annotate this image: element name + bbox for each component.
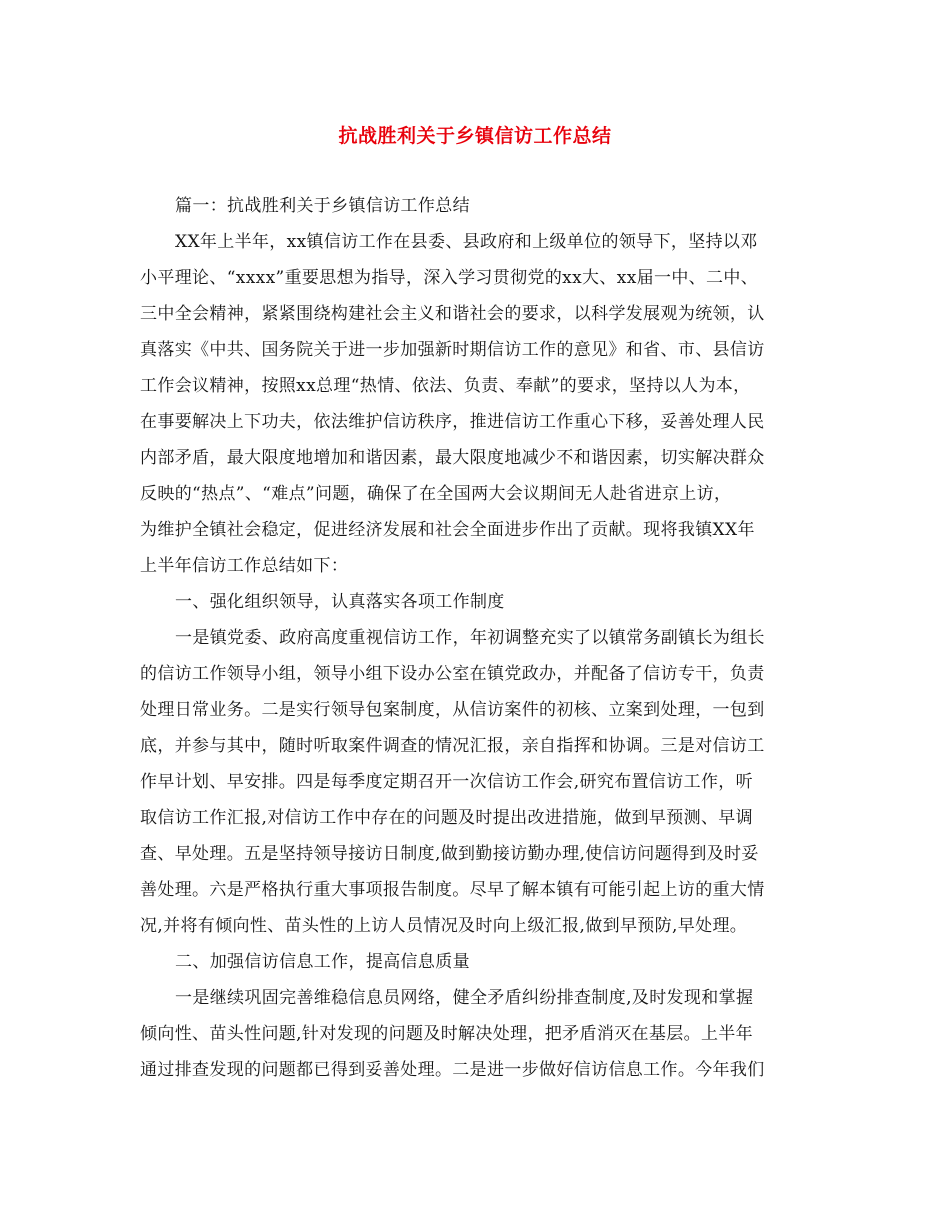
paragraph-line: 处理日常业务。二是实行领导包案制度，从信访案件的初核、立案到处理，一包到 <box>140 700 765 720</box>
paragraph-line: 真落实《中共、国务院关于进一步加强新时期信访工作的意见》和省、市、县信访 <box>140 340 765 360</box>
section-heading: 一、强化组织领导，认真落实各项工作制度 <box>175 592 505 612</box>
paragraph-line: 取信访工作汇报,对信访工作中存在的问题及时提出改进措施，做到早预测、早调 <box>140 808 754 828</box>
paragraph-line: 通过排查发现的问题都已得到妥善处理。二是进一步做好信访信息工作。今年我们 <box>140 1060 765 1080</box>
paragraph-line: 为维护全镇社会稳定，促进经济发展和社会全面进步作出了贡献。现将我镇XX年 <box>140 520 755 540</box>
section-heading-part-one: 篇一：抗战胜利关于乡镇信访工作总结 <box>175 196 470 216</box>
paragraph-line: 查、早处理。五是坚持领导接访日制度,做到勤接访勤办理,使信访问题得到及时妥 <box>140 844 759 864</box>
document-title: 抗战胜利关于乡镇信访工作总结 <box>338 125 612 147</box>
paragraph-line: 一是继续巩固完善维稳信息员网络，健全矛盾纠纷排查制度,及时发现和掌握 <box>175 988 754 1008</box>
paragraph-line: 作早计划、早安排。四是每季度定期召开一次信访工作会,研究布置信访工作，听 <box>140 772 754 792</box>
paragraph-line: 在事要解决上下功夫，依法维护信访秩序，推进信访工作重心下移，妥善处理人民 <box>140 412 765 432</box>
paragraph-line: 的信访工作领导小组，领导小组下设办公室在镇党政办，并配备了信访专干，负责 <box>140 664 765 684</box>
paragraph-line: 上半年信访工作总结如下： <box>140 556 349 576</box>
paragraph-line: 倾向性、苗头性问题,针对发现的问题及时解决处理，把矛盾消灭在基层。上半年 <box>140 1024 754 1044</box>
paragraph-line: 一是镇党委、政府高度重视信访工作，年初调整充实了以镇常务副镇长为组长 <box>175 628 765 648</box>
paragraph-line: 工作会议精神，按照xx总理“热情、依法、负责、奉献”的要求，坚持以人为本， <box>140 376 751 396</box>
paragraph-line: 反映的“热点”、“难点”问题，确保了在全国两大会议期间无人赴省进京上访， <box>140 484 732 504</box>
paragraph-line: 小平理论、“xxxx”重要思想为指导，深入学习贯彻党的xx大、xx届一中、二中、 <box>140 268 759 288</box>
section-heading: 二、加强信访信息工作，提高信息质量 <box>175 952 470 972</box>
paragraph-line: 三中全会精神，紧紧围绕构建社会主义和谐社会的要求，以科学发展观为统领，认 <box>140 304 765 324</box>
paragraph-line: 况,并将有倾向性、苗头性的上访人员情况及时向上级汇报,做到早预防,早处理。 <box>140 916 748 936</box>
paragraph-line: XX年上半年，xx镇信访工作在县委、县政府和上级单位的领导下，坚持以邓 <box>175 232 758 252</box>
paragraph-line: 内部矛盾，最大限度地增加和谐因素，最大限度地减少不和谐因素，切实解决群众 <box>140 448 765 468</box>
paragraph-line: 善处理。六是严格执行重大事项报告制度。尽早了解本镇有可能引起上访的重大情 <box>140 880 765 900</box>
paragraph-line: 底，并参与其中，随时听取案件调查的情况汇报，亲自指挥和协调。三是对信访工 <box>140 736 765 756</box>
